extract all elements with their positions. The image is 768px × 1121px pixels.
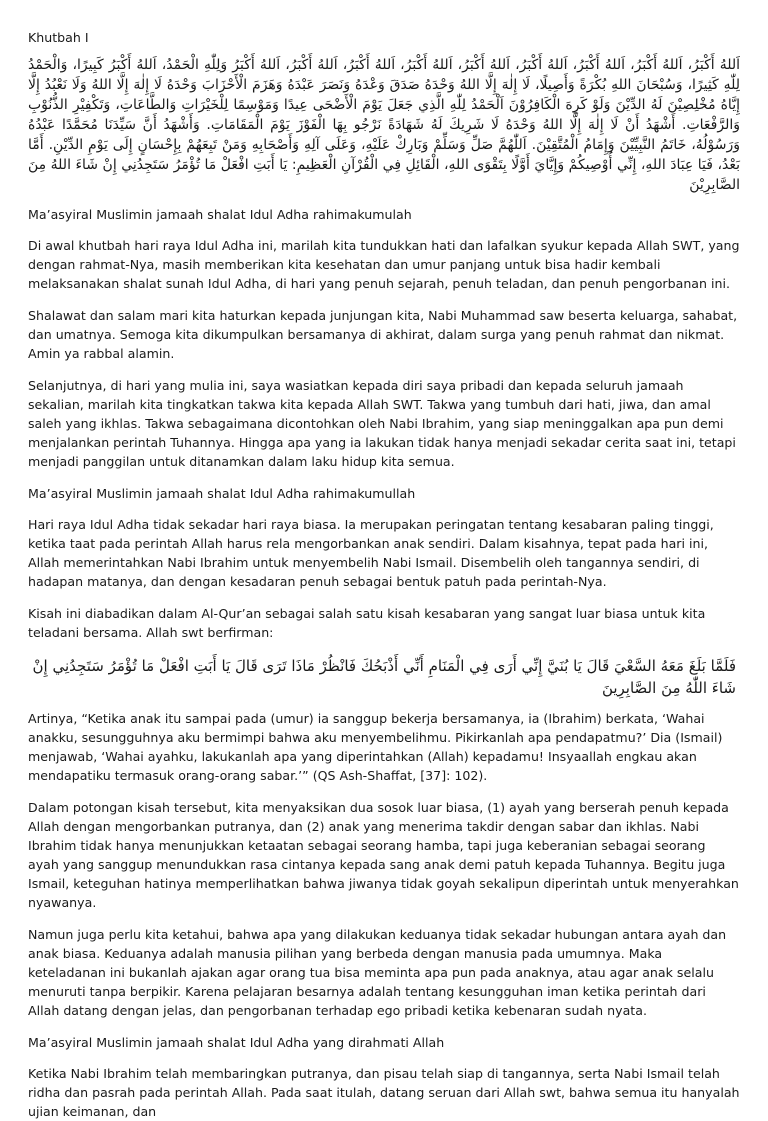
paragraph: Hari raya Idul Adha tidak sekadar hari raya biasa. Ia merupakan peringatan tentang kesabaran paling tinggi, ketika taat pada perintah Allah harus rela mengorbankan anak sendiri. Dalam kisahnya, tepat pada hari ini, Allah memerintahkan Nabi Ibrahim untuk menyembelih Nabi Ismail. Disembelih oleh tangannya sendiri, di hadapan matanya, dan dengan kesadaran penuh sebagai bentuk patuh pada perintah-Nya.	[28, 517, 714, 589]
section-heading: Ma’asyiral Muslimin jamaah shalat Idul Adha yang dirahmati Allah	[28, 1035, 445, 1050]
paragraph: Di awal khutbah hari raya Idul Adha ini, marilah kita tundukkan hati dan lafalkan syukur kepada Allah SWT, yang dengan rahmat-Nya, masih memberikan kita kesehatan dan umur panjang untuk bisa hadir kembali melaksanakan shalat sunah Idul Adha, di hari yang penuh sejarah, penuh teladan, dan penuh pengorbanan ini.	[28, 238, 740, 291]
section-heading: Ma’asyiral Muslimin jamaah shalat Idul Adha rahimakumulah	[28, 207, 412, 222]
paragraph: Dalam potongan kisah tersebut, kita menyaksikan dua sosok luar biasa, (1) ayah yang berserah penuh kepada Allah dengan mengorbankan putranya, dan (2) anak yang menerima takdir dengan sabar dan ikhlas. Nabi Ibrahim tidak hanya menunjukkan ketaatan sebagai seorang hamba, tapi juga keberanian sebagai seorang ayah yang sanggup menundukkan rasa cintanya kepada sang anak demi patuh kepada Tuhannya. Begitu juga Ismail, keteguhan hatinya memperlihatkan bahwa jiwanya tidak goyah sekalipun diperintah untuk menyerahkan nyawanya.	[28, 800, 739, 910]
khutbah-title: Khutbah I	[28, 30, 89, 45]
section-heading: Ma’asyiral Muslimin jamaah shalat Idul Adha rahimakumullah	[28, 486, 416, 501]
verse-translation: Artinya, “Ketika anak itu sampai pada (umur) ia sanggup bekerja bersamanya, ia (Ibrahim) berkata, ‘Wahai anakku, sesungguhnya aku bermimpi bahwa aku menyembelihmu. Pikirkanlah apa pendapatmu?’ Dia (Ismail) menjawab, ‘Wahai ayahku, lakukanlah apa yang diperintahkan (Allah) kepadamu! Insyaallah engkau akan mendapatiku termasuk orang-orang sabar.’” (QS Ash-Shaffat, [37]: 102).	[28, 711, 723, 783]
opening-arabic-text: اَللهُ أَكْبَرُ، اَللهُ أَكْبَرُ، اَللهُ أَكْبَرُ، اَللهُ أَكْبَرُ، اَللهُ أَكْبَرُ، اَللهُ أَكْبَرُ، اَللهُ أَكْبَرُ، اَللهُ أَكْبَرُ، اَللهُ أَكْبَرُ وَلِلّٰهِ الْحَمْدُ، اَللهُ أَكْبَرُ كَبِيرًا، وَالْحَمْدُ لِلّٰهِ كَثِيرًا، وَسُبْحَانَ اللهِ بُكْرَةً وَأَصِيلًا، لَا إِلٰهَ إِلَّا اللهُ وَحْدَهُ صَدَقَ وَعْدَهُ وَنَصَرَ عَبْدَهُ وَهَزَمَ الْأَحْزَابَ وَحْدَهُ لَا إِلٰهَ إِلَّا اللهُ وَلَا نَعْبُدُ إِلَّا إِيَّاهُ مُخْلِصِيْنَ لَهُ الدِّيْنَ وَلَوْ كَرِهَ الْكَافِرُوْنَ اَلْحَمْدُ لِلّٰهِ الَّذِي جَعَلَ يَوْمَ الْأَضْحَى عِيدًا وَمَوْسِمًا لِلْخَيْرَاتِ وَالطَّاعَاتِ، وَتَكْفِيْرِ الذُّنُوْبِ وَالرَّفْعَاتِ. أَشْهَدُ أَنْ لَا إِلٰهَ إِلَّا اللهُ وَحْدَهُ لَا شَرِيكَ لَهُ شَهَادَةً نَرْجُو بِهَا الْفَوْزَ يَوْمَ الْمَقَامَاتِ. وَأَشْهَدُ أَنَّ سَيِّدَنَا مُحَمَّدًا عَبْدُهُ وَرَسُوْلُهُ، خَاتَمُ النَّبِيِّيْنَ وَإِمَامُ الْمُتَّقِيْنَ. اَللّٰهُمَّ صَلِّ وَسَلِّمْ وَبَارِكْ عَلَيْهِ، وَعَلَى آلِهِ وَأَصْحَابِهِ وَمَنْ تَبِعَهُمْ بِإِحْسَانٍ إِلَى يَوْمِ الدِّيْنِ. أَمَّا بَعْدُ، فَيَا عِبَادَ اللهِ، إِنِّي أُوْصِيكُمْ وَإِيَّايَ أَوَّلًا بِتَقْوَى اللهِ، الْقَائِلِ فِي الْقُرْآنِ الْعَظِيمِ: يَا أَبَتِ افْعَلْ مَا تُؤْمَرُ سَتَجِدُنِي إِنْ شَاءَ اللهُ مِنَ الصَّابِرِيْنَ	[28, 57, 740, 193]
paragraph: Namun juga perlu kita ketahui, bahwa apa yang dilakukan keduanya tidak sekadar hubungan antara ayah dan anak biasa. Keduanya adalah manusia pilihan yang berbeda dengan manusia pada umumnya. Maka keteladanan ini bukanlah ajakan agar orang tua bisa meminta apa pun pada anaknya, atau agar anak selalu menuruti tanpa berpikir. Karena pelajaran besarnya adalah tentang kesungguhan iman ketika perintah dari Allah datang dengan jelas, dan pengorbanan terhadap ego pribadi ketika kebenaran sudah nyata.	[28, 927, 727, 1018]
quran-verse-arabic: فَلَمَّا بَلَغَ مَعَهُ السَّعْيَ قَالَ يَا بُنَيَّ إِنِّي أَرَى فِي الْمَنَامِ أَنِّي أَذْبَحُكَ فَانْظُرْ مَاذَا تَرَى قَالَ يَا أَبَتِ افْعَلْ مَا تُؤْمَرُ سَتَجِدُنِي إِنْ شَاءَ اللّٰهُ مِنَ الصَّابِرِينَ	[32, 657, 736, 697]
paragraph: Selanjutnya, di hari yang mulia ini, saya wasiatkan kepada diri saya pribadi dan kepada seluruh jamaah sekalian, marilah kita tingkatkan takwa kita kepada Allah SWT. Takwa yang tumbuh dari hati, jiwa, dan amal saleh yang ikhlas. Takwa sebagaimana dicontohkan oleh Nabi Ibrahim, yang siap meninggalkan apa pun demi menjalankan perintah Tuhannya. Hingga apa yang ia lakukan tidak hanya menjadi sekadar cerita saat ini, tetapi menjadi panggilan untuk ditanamkan dalam laku hidup kita semua.	[28, 378, 736, 469]
paragraph: Kisah ini diabadikan dalam Al-Qur’an sebagai salah satu kisah kesabaran yang sangat luar biasa untuk kita teladani bersama. Allah swt berfirman:	[28, 606, 706, 640]
paragraph: Ketika Nabi Ibrahim telah membaringkan putranya, dan pisau telah siap di tangannya, serta Nabi Ismail telah ridha dan pasrah pada perintah Allah. Pada saat itulah, datang seruan dari Allah swt, bahwa semua itu hanyalah ujian keimanan, dan	[28, 1066, 740, 1119]
paragraph: Shalawat dan salam mari kita haturkan kepada junjungan kita, Nabi Muhammad saw beserta keluarga, sahabat, dan umatnya. Semoga kita dikumpulkan bersamanya di akhirat, dalam surga yang penuh rahmat dan nikmat. Amin ya rabbal alamin.	[28, 308, 738, 361]
